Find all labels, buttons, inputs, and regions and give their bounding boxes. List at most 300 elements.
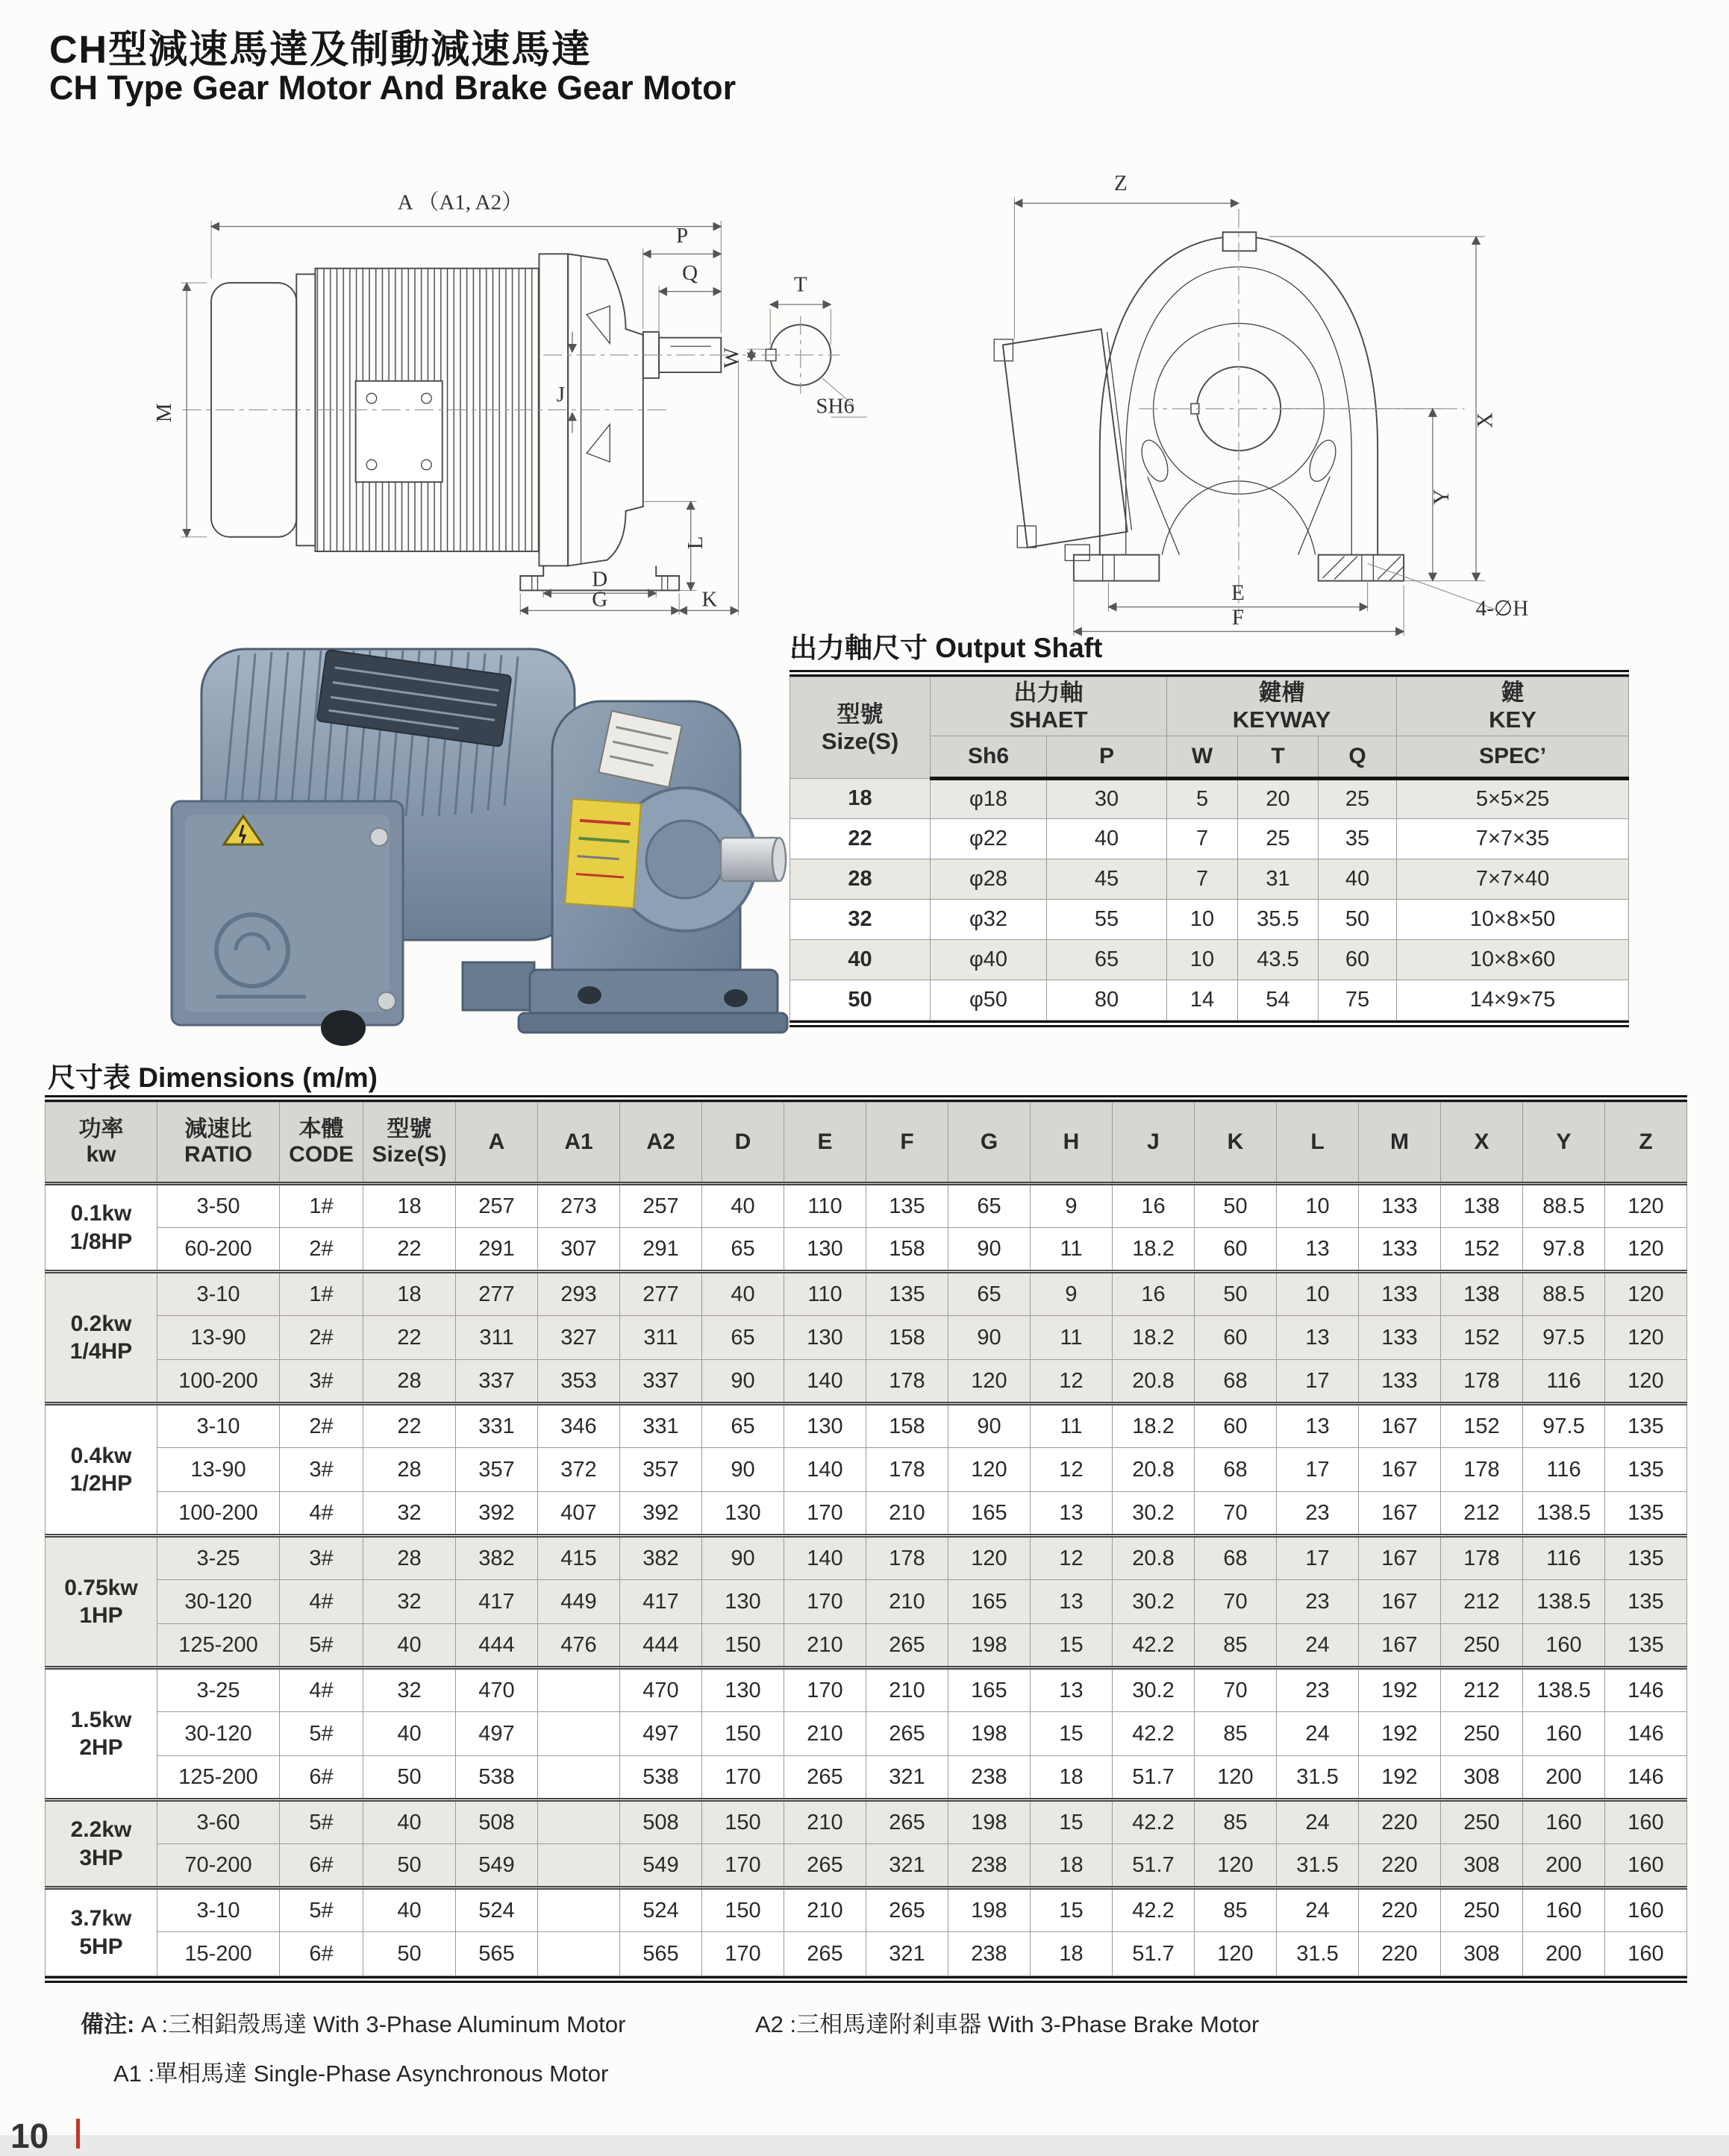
product-photo [112,613,787,1038]
dimensions-cell: 13 [1031,1580,1113,1624]
dimensions-cell: 549 [620,1844,702,1888]
dimensions-cell: 18 [363,1184,456,1228]
dimensions-cell: 210 [866,1492,948,1536]
col-header-size: 型號 Size(S) [790,677,931,779]
dimensions-cell: 88.5 [1523,1184,1605,1228]
page-number-divider [76,2119,80,2149]
dimensions-cell: 291 [620,1228,702,1272]
col-header-power: 功率 kw [46,1103,157,1184]
dimensions-cell: 6# [280,1756,363,1800]
dimensions-row [46,1932,1687,1976]
dimensions-cell: 50 [1195,1184,1277,1228]
dimensions-cell: 538 [620,1756,702,1800]
output-shaft-section-title: 出力軸尺寸 Output Shaft [790,633,1103,663]
front-dimension-lines [1014,198,1496,636]
dimensions-cell: 97.5 [1523,1316,1605,1360]
dimensions-cell: 138.5 [1523,1492,1605,1536]
dimensions-cell: 15-200 [157,1932,280,1976]
output-shaft-cell: 45 [1047,859,1167,900]
dimensions-cell: 138.5 [1523,1580,1605,1624]
dimensions-cell: 4# [280,1668,363,1712]
output-shaft-cell: 40 [1047,819,1167,859]
col-header-size-s: 型號 Size(S) [363,1103,456,1184]
output-shaft-cell: φ50 [931,980,1047,1021]
dimensions-cell: 22 [363,1316,456,1360]
dimensions-cell: 120 [948,1536,1031,1580]
col-header-d: D [702,1103,784,1184]
power-cell: 3.7kw 5HP [46,1888,157,1976]
dimensions-cell: 13 [1031,1492,1113,1536]
dimensions-cell: 250 [1441,1888,1523,1932]
dimensions-cell: 192 [1359,1668,1441,1712]
dimensions-row [46,1624,1687,1668]
dimensions-cell: 238 [948,1932,1031,1976]
note-a: 備注: A :三相鋁殼馬達 With 3-Phase Aluminum Motor [81,2011,626,2037]
dimensions-cell: 150 [702,1888,784,1932]
output-shaft-cell: φ28 [931,859,1047,900]
dimensions-cell: 417 [620,1580,702,1624]
output-shaft-cell: 18 [790,779,931,819]
dimensions-cell: 250 [1441,1624,1523,1668]
dimensions-cell: 23 [1277,1580,1359,1624]
output-shaft-cell: 7 [1167,859,1238,900]
dimensions-cell: 85 [1195,1712,1277,1756]
dimensions-cell: 22 [363,1228,456,1272]
dimensions-cell: 130 [784,1228,866,1272]
col-header-g: G [948,1103,1031,1184]
dimensions-cell: 97.8 [1523,1228,1605,1272]
dimensions-cell: 65 [948,1184,1031,1228]
dimensions-cell: 120 [1195,1844,1277,1888]
dimensions-cell: 23 [1277,1492,1359,1536]
dimensions-cell: 11 [1031,1316,1113,1360]
dimensions-cell: 250 [1441,1800,1523,1844]
dimensions-cell: 549 [456,1844,538,1888]
output-shaft-row [790,980,1629,1021]
output-shaft-row [790,900,1629,940]
dimensions-cell: 40 [702,1184,784,1228]
dimensions-cell: 85 [1195,1800,1277,1844]
dimensions-cell: 3-25 [157,1536,280,1580]
col-subheader: SPEC’ [1397,736,1629,779]
dimensions-cell: 28 [363,1536,456,1580]
col-subheader: Sh6 [931,736,1047,779]
dimensions-cell: 140 [784,1448,866,1492]
dimensions-cell: 524 [456,1888,538,1932]
dimensions-cell: 12 [1031,1448,1113,1492]
dimensions-cell: 200 [1523,1756,1605,1800]
col-header-a2: A2 [620,1103,702,1184]
dimensions-row [46,1492,1687,1536]
dimensions-cell: 90 [702,1360,784,1404]
dimensions-cell: 116 [1523,1448,1605,1492]
dimensions-cell: 160 [1605,1800,1687,1844]
dimensions-cell: 32 [363,1668,456,1712]
dimensions-cell: 170 [702,1932,784,1976]
dimensions-cell: 372 [538,1448,620,1492]
dimensions-cell: 265 [866,1624,948,1668]
dimension-label: A （A1, A2） [397,190,524,215]
dimensions-cell: 337 [620,1360,702,1404]
dimensions-cell: 470 [456,1668,538,1712]
output-shaft-cell: 40 [790,940,931,980]
dimensions-cell: 178 [1441,1536,1523,1580]
dimensions-cell: 265 [784,1932,866,1976]
dimensions-cell: 158 [866,1316,948,1360]
dimensions-cell: 23 [1277,1668,1359,1712]
dimensions-cell: 42.2 [1113,1712,1195,1756]
power-cell: 0.4kw 1/2HP [46,1404,157,1536]
dimensions-cell: 51.7 [1113,1844,1195,1888]
dimensions-cell: 198 [948,1624,1031,1668]
dimensions-cell [538,1888,620,1932]
output-shaft-cell: 7×7×35 [1397,819,1629,859]
dimensions-cell: 138 [1441,1184,1523,1228]
dimensions-cell: 170 [784,1580,866,1624]
dimensions-cell: 508 [620,1800,702,1844]
dimensions-cell: 130 [702,1492,784,1536]
dimensions-cell: 392 [620,1492,702,1536]
dimensions-cell: 2# [280,1316,363,1360]
side-view-svg [127,173,881,621]
dimensions-cell: 200 [1523,1932,1605,1976]
output-shaft-cell: 14×9×75 [1397,980,1629,1021]
dimensions-cell: 6# [280,1844,363,1888]
dimensions-cell: 16 [1113,1184,1195,1228]
output-shaft-row [790,940,1629,980]
dimensions-cell: 50 [363,1756,456,1800]
col-header-m: M [1359,1103,1441,1184]
dimensions-cell: 28 [363,1360,456,1404]
dimensions-row [46,1184,1687,1228]
note-a2: A2 :三相馬達附剎車器 With 3-Phase Brake Motor [755,2011,1260,2037]
power-cell: 1.5kw 2HP [46,1668,157,1800]
dimensions-cell: 11 [1031,1404,1113,1448]
col-header-k: K [1195,1103,1277,1184]
dimensions-cell: 40 [363,1624,456,1668]
dimension-label: G [592,587,608,612]
dimensions-cell: 130 [702,1580,784,1624]
dimensions-cell: 497 [456,1712,538,1756]
output-shaft-cell: 75 [1319,980,1397,1021]
dimensions-cell: 357 [620,1448,702,1492]
power-cell: 0.75kw 1HP [46,1536,157,1668]
dimension-label: L [684,536,708,550]
dimensions-cell: 382 [456,1536,538,1580]
dimensions-cell: 65 [702,1228,784,1272]
dimensions-cell: 24 [1277,1800,1359,1844]
dimensions-row [46,1316,1687,1360]
output-shaft-row [790,859,1629,900]
output-shaft-cell: 7 [1167,819,1238,859]
dimensions-cell: 158 [866,1404,948,1448]
col-subheader: P [1047,736,1167,779]
dimensions-cell: 3-10 [157,1888,280,1932]
dimensions-row [46,1448,1687,1492]
dimensions-cell: 133 [1359,1360,1441,1404]
dimensions-cell: 3# [280,1448,363,1492]
dimensions-cell: 18 [1031,1756,1113,1800]
dimensions-cell: 133 [1359,1316,1441,1360]
output-shaft-cell: 10×8×60 [1397,940,1629,980]
dimensions-cell: 135 [866,1184,948,1228]
col-header-ratio: 減速比 RATIO [157,1103,280,1184]
dimensions-cell: 31.5 [1277,1844,1359,1888]
dimensions-cell: 40 [702,1272,784,1316]
dimensions-cell: 3-10 [157,1272,280,1316]
col-header-key: 鍵 KEY [1397,677,1629,736]
dimensions-cell: 30-120 [157,1580,280,1624]
dimensions-cell: 116 [1523,1536,1605,1580]
dimensions-cell: 70 [1195,1668,1277,1712]
dimensions-cell: 265 [784,1756,866,1800]
dimensions-cell: 15 [1031,1624,1113,1668]
dimensions-cell: 238 [948,1844,1031,1888]
dimensions-cell: 20.8 [1113,1360,1195,1404]
dimensions-cell: 150 [702,1800,784,1844]
dimensions-cell: 135 [1605,1624,1687,1668]
col-header-a: A [456,1103,538,1184]
dimensions-cell: 250 [1441,1712,1523,1756]
dimensions-cell: 417 [456,1580,538,1624]
dimensions-cell: 167 [1359,1624,1441,1668]
dimensions-cell: 17 [1277,1448,1359,1492]
dimensions-cell: 152 [1441,1404,1523,1448]
dimensions-cell: 13 [1277,1228,1359,1272]
dimensions-cell: 22 [363,1404,456,1448]
dimension-label: 4-∅H [1475,597,1529,621]
dimensions-cell [538,1756,620,1800]
dimensions-cell: 51.7 [1113,1932,1195,1976]
dimensions-cell: 150 [702,1624,784,1668]
dimensions-cell: 415 [538,1536,620,1580]
dimensions-cell: 160 [1605,1888,1687,1932]
output-shaft-cell: 32 [790,900,931,940]
dimensions-cell: 158 [866,1228,948,1272]
dimensions-cell: 90 [702,1536,784,1580]
dimension-label: J [556,382,566,407]
col-header-a1: A1 [538,1103,620,1184]
dimensions-cell: 265 [866,1712,948,1756]
output-shaft-cell: 25 [1319,779,1397,819]
dimensions-cell: 133 [1359,1228,1441,1272]
output-shaft-cell: 65 [1047,940,1167,980]
dimensions-cell: 10 [1277,1272,1359,1316]
dimensions-cell: 198 [948,1800,1031,1844]
dimensions-cell: 538 [456,1756,538,1800]
dimensions-cell: 444 [620,1624,702,1668]
dimensions-cell: 407 [538,1492,620,1536]
motor-photo-illustration [172,649,787,1046]
dimensions-cell: 125-200 [157,1756,280,1800]
dimensions-cell: 210 [866,1668,948,1712]
dimensions-cell: 88.5 [1523,1272,1605,1316]
dimensions-cell: 31.5 [1277,1756,1359,1800]
dimensions-cell: 146 [1605,1756,1687,1800]
col-header-h: H [1031,1103,1113,1184]
dimensions-cell: 16 [1113,1272,1195,1316]
dimensions-cell: 2# [280,1404,363,1448]
output-shaft-cell: φ22 [931,819,1047,859]
dimensions-cell: 12 [1031,1536,1113,1580]
dimensions-cell: 167 [1359,1492,1441,1536]
dimensions-cell: 476 [538,1624,620,1668]
dimensions-cell [538,1712,620,1756]
dimensions-cell: 32 [363,1580,456,1624]
dimensions-cell: 18.2 [1113,1316,1195,1360]
dimensions-cell: 135 [1605,1536,1687,1580]
output-shaft-cell: 22 [790,819,931,859]
dimensions-cell: 120 [948,1448,1031,1492]
output-shaft-cell: 80 [1047,980,1167,1021]
dimensions-cell: 178 [866,1536,948,1580]
dimensions-cell: 120 [1195,1756,1277,1800]
dimensions-cell: 28 [363,1448,456,1492]
col-subheader: T [1238,736,1319,779]
dimensions-row [46,1404,1687,1448]
dimensions-cell: 165 [948,1668,1031,1712]
dimensions-cell: 337 [456,1360,538,1404]
output-shaft-cell: 5×5×25 [1397,779,1629,819]
dimensions-cell: 192 [1359,1756,1441,1800]
dimensions-cell: 257 [456,1184,538,1228]
output-shaft-cell: 60 [1319,940,1397,980]
dimensions-cell: 308 [1441,1932,1523,1976]
dimensions-cell: 5# [280,1888,363,1932]
dimensions-cell: 210 [866,1580,948,1624]
dimensions-cell [538,1844,620,1888]
dimensions-cell: 346 [538,1404,620,1448]
dimensions-cell: 210 [784,1712,866,1756]
dimensions-cell: 178 [866,1360,948,1404]
dimensions-cell: 3-50 [157,1184,280,1228]
dimensions-cell: 3-60 [157,1800,280,1844]
dimensions-cell: 170 [702,1756,784,1800]
dimensions-cell: 60 [1195,1316,1277,1360]
dimensions-cell: 17 [1277,1536,1359,1580]
dimensions-cell: 135 [1605,1580,1687,1624]
dimensions-cell: 311 [620,1316,702,1360]
motor-front-outline [994,209,1464,614]
dimensions-cell: 15 [1031,1712,1113,1756]
dimensions-cell: 5# [280,1800,363,1844]
dimensions-cell: 24 [1277,1888,1359,1932]
dimensions-cell: 65 [702,1316,784,1360]
dimensions-cell: 68 [1195,1360,1277,1404]
dimensions-cell: 40 [363,1712,456,1756]
dimensions-cell: 120 [1605,1184,1687,1228]
col-header-j: J [1113,1103,1195,1184]
dimensions-cell: 167 [1359,1448,1441,1492]
dimensions-cell: 100-200 [157,1360,280,1404]
dimensions-cell: 277 [620,1272,702,1316]
dimensions-cell: 5# [280,1712,363,1756]
dimensions-row [46,1272,1687,1316]
dimensions-cell: 42.2 [1113,1624,1195,1668]
dimensions-cell: 170 [784,1668,866,1712]
dimensions-cell: 125-200 [157,1624,280,1668]
dimensions-cell: 210 [784,1624,866,1668]
dimensions-cell: 138 [1441,1272,1523,1316]
dimension-label: E [1231,580,1245,605]
dimensions-cell: 210 [784,1888,866,1932]
dimensions-cell: 15 [1031,1888,1113,1932]
col-header-code: 本體 CODE [280,1103,363,1184]
dimension-label: P [675,223,689,248]
dimensions-cell: 13 [1277,1404,1359,1448]
output-shaft-cell: φ40 [931,940,1047,980]
dimensions-cell: 497 [620,1712,702,1756]
dimensions-cell: 42.2 [1113,1888,1195,1932]
dimension-label: SH6 [816,394,854,419]
dimensions-cell: 50 [1195,1272,1277,1316]
dimension-label: F [1231,605,1245,630]
dimensions-cell: 9 [1031,1272,1113,1316]
dimensions-cell: 140 [784,1360,866,1404]
dimensions-cell: 135 [866,1272,948,1316]
dimensions-cell: 60 [1195,1228,1277,1272]
dimensions-cell: 135 [1605,1448,1687,1492]
dimensions-cell: 321 [866,1932,948,1976]
dimensions-cell: 70 [1195,1580,1277,1624]
dimensions-cell: 24 [1277,1712,1359,1756]
dimensions-cell: 60 [1195,1404,1277,1448]
output-shaft-cell: 35 [1319,819,1397,859]
output-shaft-cell: φ18 [931,779,1047,819]
dimensions-row [46,1844,1687,1888]
dimensions-cell: 392 [456,1492,538,1536]
page-title-zh: CH型減速馬達及制動減速馬達 [49,28,593,72]
dimensions-cell: 90 [948,1404,1031,1448]
dimensions-cell: 138.5 [1523,1668,1605,1712]
dimensions-cell: 257 [620,1184,702,1228]
dimensions-cell: 265 [866,1888,948,1932]
dimensions-cell: 165 [948,1580,1031,1624]
dimensions-row [46,1888,1687,1932]
dimensions-cell: 277 [456,1272,538,1316]
dimensions-cell: 120 [1605,1272,1687,1316]
power-cell: 0.2kw 1/4HP [46,1272,157,1404]
dimensions-cell: 2# [280,1228,363,1272]
dimensions-cell: 293 [538,1272,620,1316]
dimensions-cell: 51.7 [1113,1756,1195,1800]
dimensions-cell: 160 [1605,1932,1687,1976]
dimension-label: X [1473,412,1498,428]
output-shaft-cell: 55 [1047,900,1167,940]
col-header-l: L [1277,1103,1359,1184]
dimensions-cell: 238 [948,1756,1031,1800]
power-cell: 2.2kw 3HP [46,1800,157,1888]
output-shaft-cell: 43.5 [1238,940,1319,980]
dimensions-cell: 50 [363,1844,456,1888]
dimensions-section-title: 尺寸表 Dimensions (m/m) [48,1062,378,1093]
dimensions-cell: 308 [1441,1756,1523,1800]
col-header-shaft: 出力軸 SHAET [931,677,1167,736]
dimensions-cell: 160 [1523,1712,1605,1756]
dimensions-cell: 4# [280,1492,363,1536]
dimensions-cell: 18 [363,1272,456,1316]
dimensions-cell: 60-200 [157,1228,280,1272]
dimensions-cell: 470 [620,1668,702,1712]
dimensions-cell: 291 [456,1228,538,1272]
dimensions-cell: 90 [948,1228,1031,1272]
dimensions-cell: 198 [948,1712,1031,1756]
dimensions-cell: 18.2 [1113,1404,1195,1448]
dimensions-cell: 31.5 [1277,1932,1359,1976]
dimensions-cell: 152 [1441,1228,1523,1272]
dimensions-cell: 170 [784,1492,866,1536]
output-shaft-cell: 25 [1238,819,1319,859]
